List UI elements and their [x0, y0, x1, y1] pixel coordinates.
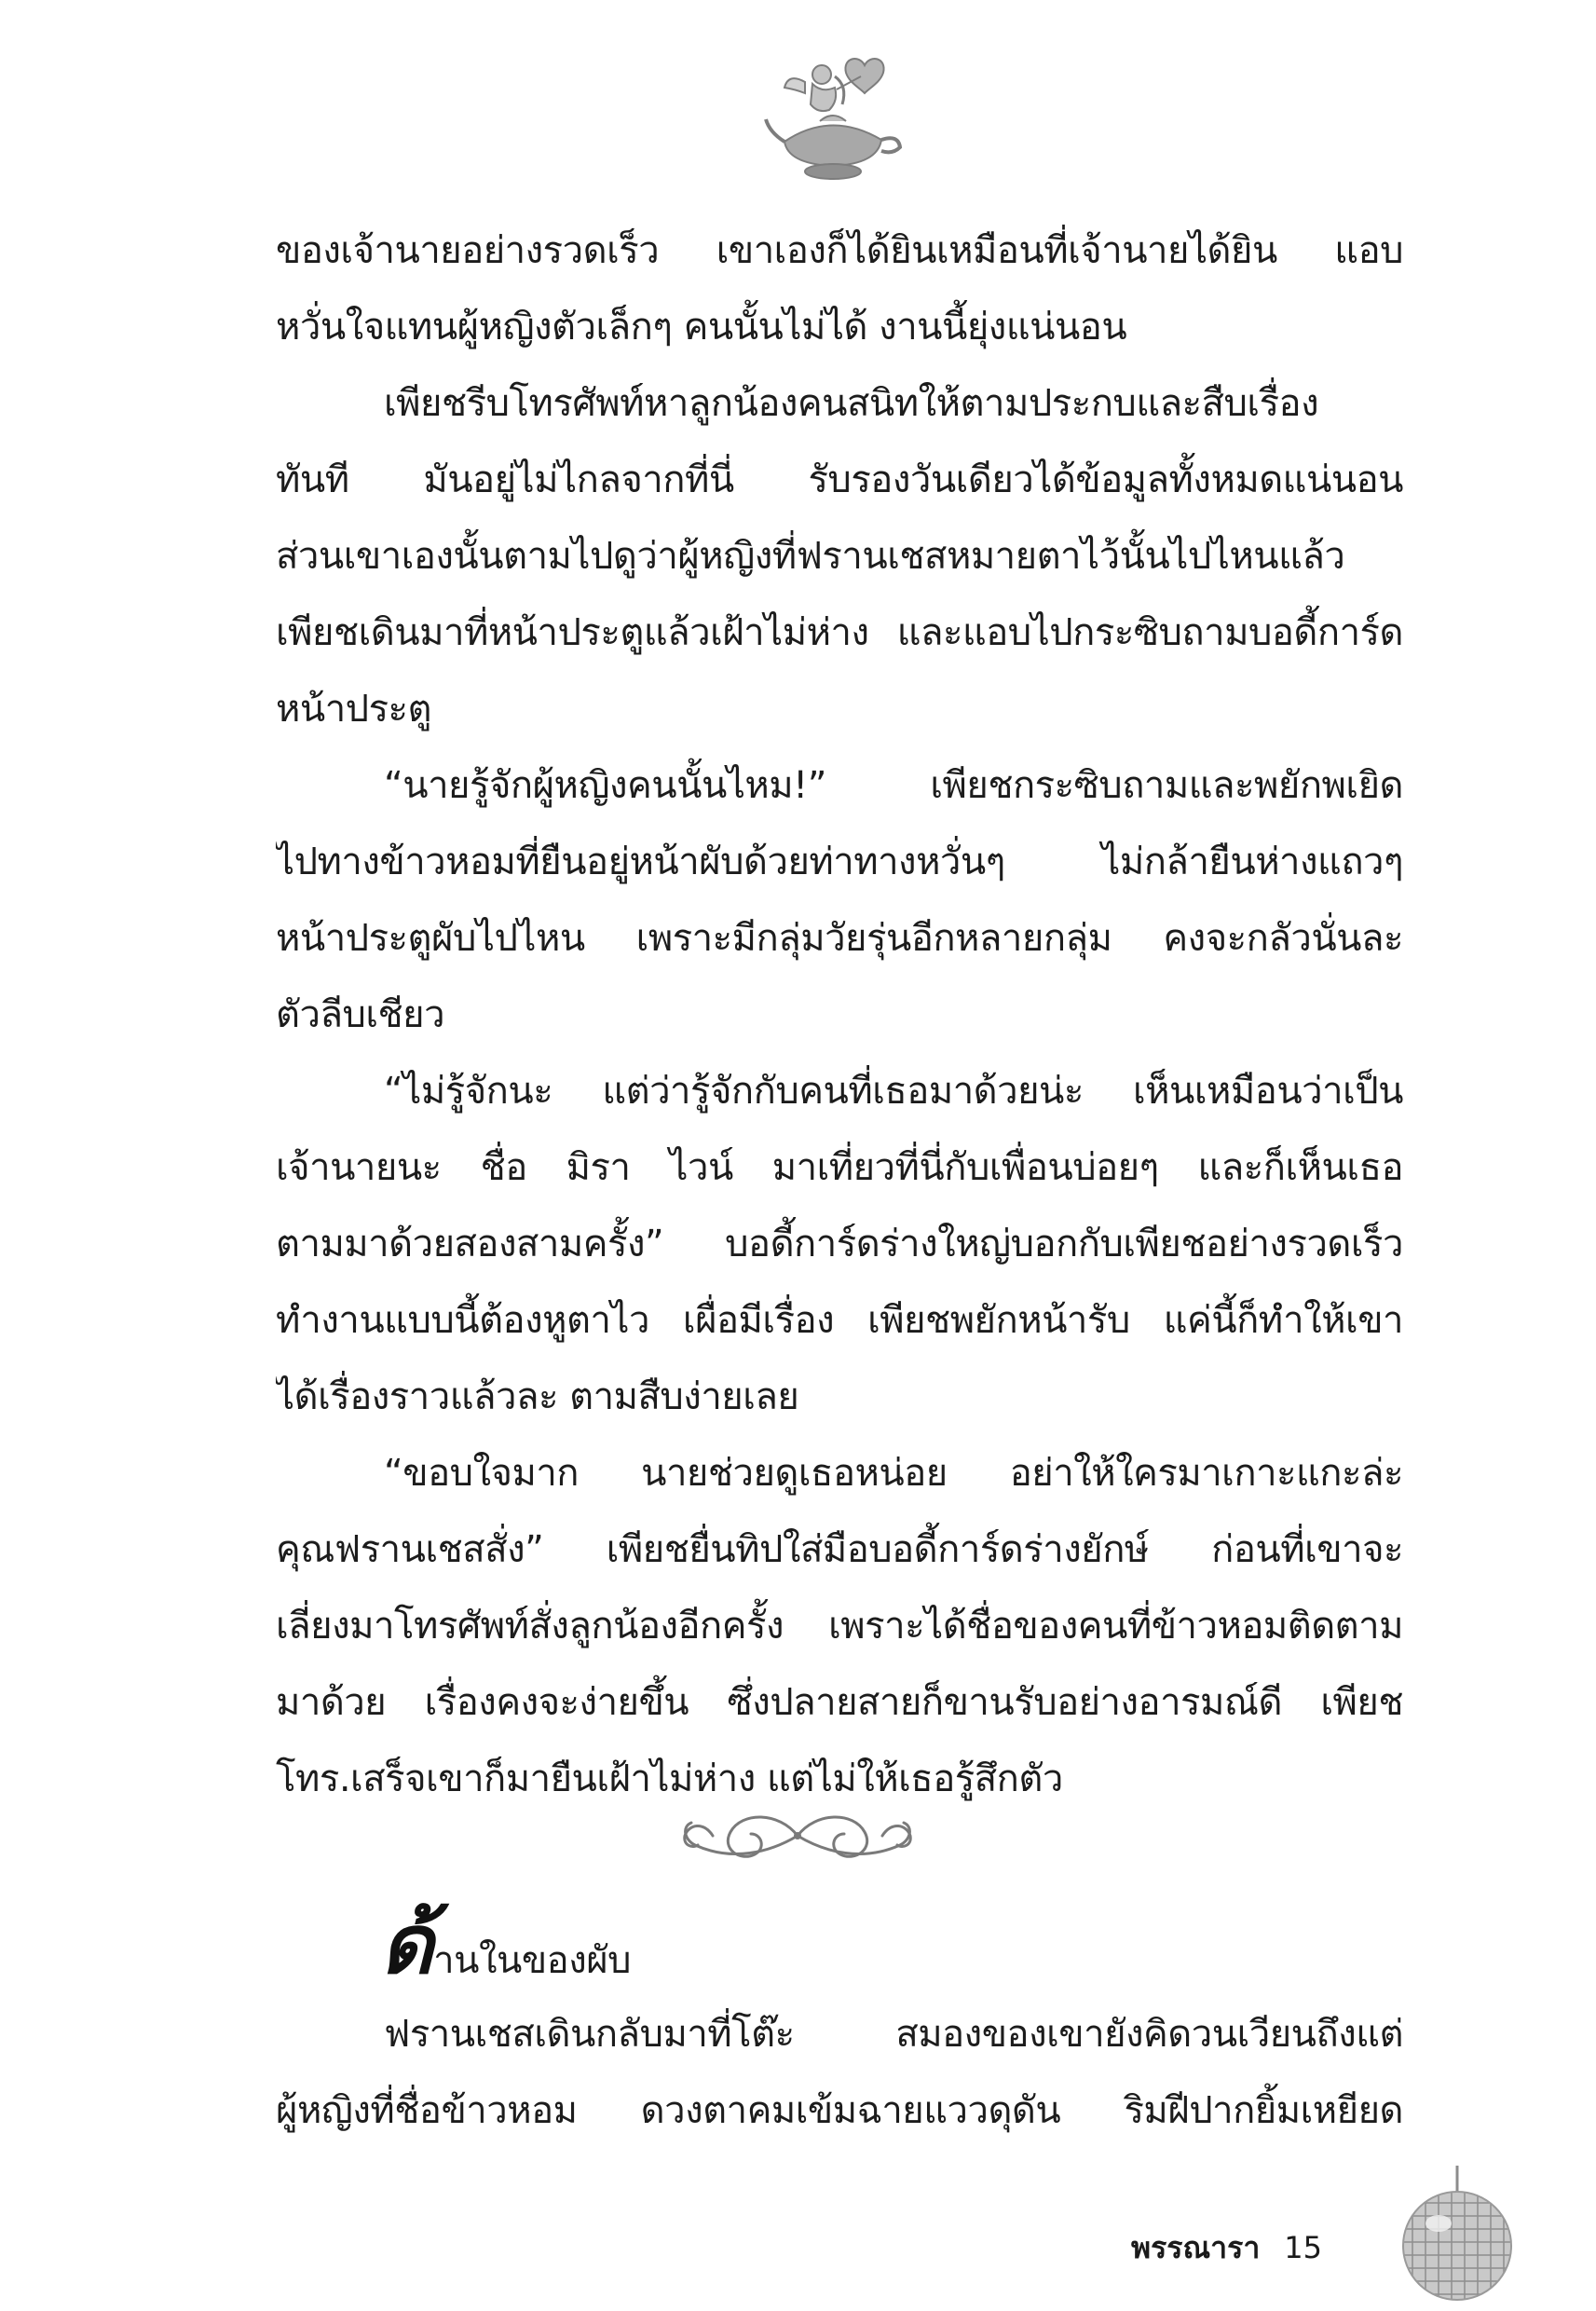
text-line: ส่วนเขาเองนั้นตามไปดูว่าผู้หญิงที่ฟรานเชสหมายตาไว้นั้นไปไหนแล้ว [276, 535, 1345, 578]
text-line: หวั่นใจแทนผู้หญิงตัวเล็กๆ คนนั้นไม่ได้ งานนี้ยุ่งแน่นอน [276, 306, 1127, 349]
section-block [276, 1892, 1403, 2149]
text-line: ทำงานแบบนี้ต้องหูตาไว เผื่อมีเรื่อง เพียชพยักหน้ารับ แค่นี้ก็ทำให้เขา [276, 1299, 1403, 1342]
text-line: ได้เรื่องราวแล้วละ ตามสืบง่ายเลย [276, 1375, 799, 1418]
section-heading-text: านในของผับ [433, 1939, 632, 1982]
text-line: เจ้านายนะ ชื่อ มิรา ไวน์ มาเที่ยวที่นี่กับเพื่อนบ่อยๆ และก็เห็นเธอ [276, 1146, 1403, 1189]
drop-cap: ด้ [380, 1895, 434, 1992]
text-line: ตามมาด้วยสองสามครั้ง” บอดี้การ์ดร่างใหญ่บอกกับเพียชอย่างรวดเร็ว [276, 1223, 1403, 1265]
text-line: ฟรานเชสเดินกลับมาที่โต๊ะ สมองของเขายังคิดวนเวียนถึงแต่ [384, 2013, 1403, 2056]
text-line: เพียชเดินมาที่หน้าประตูแล้วเฝ้าไม่ห่าง และแอบไปกระซิบถามบอดี้การ์ด [276, 611, 1403, 654]
section-heading [276, 1892, 1403, 1996]
text-line: “นายรู้จักผู้หญิงคนนั้นไหม!” เพียชกระซิบถามและพยักพเยิด [384, 764, 1403, 807]
body-text [276, 212, 1403, 1817]
text-line: คุณฟรานเชสสั่ง” เพียชยื่นทิปใส่มือบอดี้การ์ดร่างยักษ์ ก่อนที่เขาจะ [276, 1528, 1403, 1571]
text-line: “ขอบใจมาก นายช่วยดูเธอหน่อย อย่าให้ใครมาเกาะแกะล่ะ [384, 1452, 1403, 1495]
book-title: พรรณารา [1131, 2230, 1261, 2265]
text-line: เพียชรีบโทรศัพท์หาลูกน้องคนสนิทให้ตามประกบและสืบเรื่อง [384, 382, 1319, 425]
text-line: มาด้วย เรื่องคงจะง่ายขึ้น ซึ่งปลายสายก็ขานรับอย่างอารมณ์ดี เพียช [276, 1681, 1403, 1724]
section-text [276, 1996, 1403, 2149]
page-footer [1131, 2220, 1322, 2276]
text-line: เลี่ยงมาโทรศัพท์สั่งลูกน้องอีกครั้ง เพราะได้ชื่อของคนที่ข้าวหอมติดตาม [276, 1605, 1403, 1648]
text-line: ผู้หญิงที่ชื่อข้าวหอม ดวงตาคมเข้มฉายแววดุดัน ริมฝีปากยิ้มเหยียด [276, 2089, 1403, 2132]
text-line: ตัวลีบเชียว [276, 993, 445, 1036]
page-number: 15 [1284, 2230, 1322, 2265]
scroll-flourish-icon [675, 1800, 920, 1871]
text-line: “ไม่รู้จักนะ แต่ว่ารู้จักกับคนที่เธอมาด้วยน่ะ เห็นเหมือนว่าเป็น [384, 1070, 1403, 1113]
cupid-teapot-icon [764, 48, 904, 188]
text-line: โทร.เสร็จเขาก็มายืนเฝ้าไม่ห่าง แต่ไม่ให้เธอรู้สึกตัว [276, 1757, 1063, 1800]
disco-ball-icon [1398, 2166, 1517, 2305]
text-line: ทันที มันอยู่ไม่ไกลจากที่นี่ รับรองวันเดียวได้ข้อมูลทั้งหมดแน่นอน [276, 458, 1403, 501]
text-line: หน้าประตูผับไปไหน เพราะมีกลุ่มวัยรุ่นอีกหลายกลุ่ม คงจะกลัวนั่นละ [276, 917, 1403, 960]
text-line: ไปทางข้าวหอมที่ยืนอยู่หน้าผับด้วยท่าทางหวั่นๆ ไม่กล้ายืนห่างแถวๆ [276, 841, 1403, 883]
text-line: ของเจ้านายอย่างรวดเร็ว เขาเองก็ได้ยินเหมือนที่เจ้านายได้ยิน แอบ [276, 229, 1403, 272]
text-line: หน้าประตู [276, 688, 432, 731]
